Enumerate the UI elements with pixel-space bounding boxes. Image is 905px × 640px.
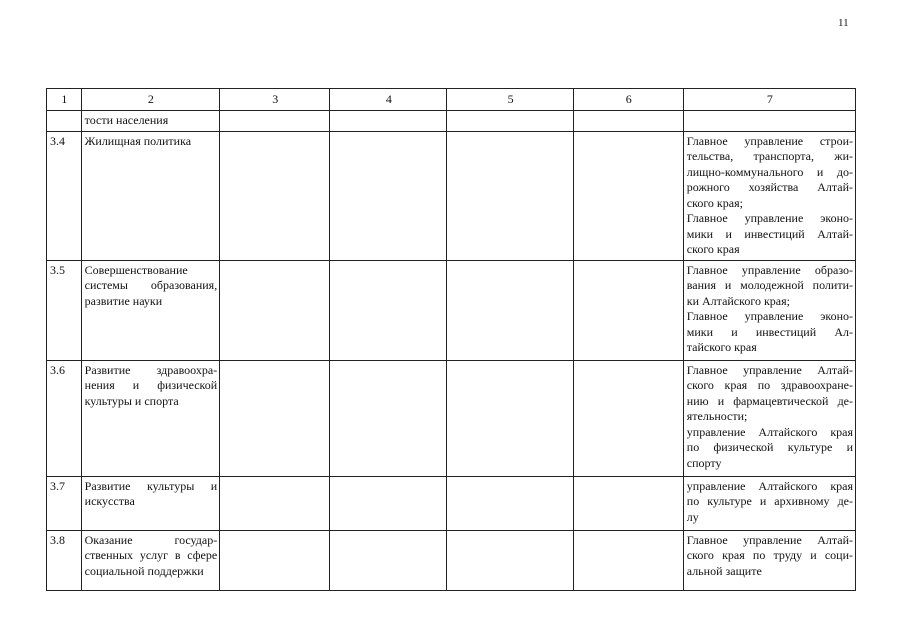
row-responsible-line: нию и фармацевтической де- — [686, 393, 853, 408]
row-number-cell: 3.5 — [47, 260, 82, 360]
row-responsible-cell — [683, 476, 855, 530]
empty-cell-col-4 — [330, 131, 447, 260]
row-responsible-line: управление Алтайского края — [686, 424, 853, 439]
header-cell-5: 5 — [447, 89, 573, 111]
row-responsible-line: по культуре и архивному де- — [686, 494, 853, 508]
row-name-line: Развитие культуры и — [84, 478, 218, 493]
row-responsible-line: управление Алтайского края — [686, 478, 853, 493]
empty-cell-col-5 — [447, 476, 573, 530]
empty-cell-col-5 — [447, 530, 573, 590]
row-responsible-line: рожного хозяйства Алтай- — [686, 180, 853, 194]
empty-cell-col-6 — [573, 111, 683, 132]
row-name-cell — [81, 260, 220, 360]
table-row — [47, 260, 856, 360]
empty-cell-col-3 — [220, 530, 330, 590]
row-name-cell — [81, 530, 220, 590]
row-responsible-line: Главное управление эконо- — [686, 309, 853, 323]
empty-cell-col-3 — [220, 360, 330, 476]
empty-cell-col-5 — [447, 111, 573, 132]
row-responsible-cell — [683, 360, 855, 476]
empty-cell-col-6 — [573, 131, 683, 260]
empty-cell-col-4 — [330, 111, 447, 132]
row-name-line: системы образования, — [84, 278, 218, 292]
row-name-line: социальной поддержки — [84, 563, 204, 578]
row-name-line: Жилищная политика — [84, 133, 192, 148]
empty-cell-col-3 — [220, 260, 330, 360]
row-name-line: тости населения — [84, 113, 169, 127]
row-responsible-line: ского края — [686, 242, 740, 256]
row-name-cell — [81, 131, 220, 260]
empty-cell-col-4 — [330, 260, 447, 360]
empty-cell-col-6 — [573, 476, 683, 530]
row-responsible-line: Главное управление Алтай- — [686, 532, 853, 547]
row-number-cell: 3.6 — [47, 360, 82, 476]
table-row — [47, 131, 856, 260]
table-row — [47, 360, 856, 476]
empty-cell-col-4 — [330, 530, 447, 590]
row-responsible-cell — [683, 530, 855, 590]
header-cell-7: 7 — [683, 89, 855, 111]
row-name-line: ственных услуг в сфере — [84, 548, 218, 562]
row-responsible-line: Главное управление Алтай- — [686, 362, 853, 377]
empty-cell-col-6 — [573, 530, 683, 590]
row-responsible-line: тельства, транспорта, жи- — [686, 149, 853, 163]
row-responsible-line: ского края; — [686, 195, 743, 210]
row-responsible-line: Главное управление эконо- — [686, 211, 853, 225]
row-name-line: Оказание государ- — [84, 532, 218, 547]
row-number-cell: 3.7 — [47, 476, 82, 530]
row-number-cell — [47, 111, 82, 132]
empty-cell-col-4 — [330, 476, 447, 530]
row-name-line: искусства — [84, 494, 135, 508]
row-responsible-line: лу — [686, 509, 699, 524]
header-cell-4: 4 — [330, 89, 447, 111]
header-cell-3: 3 — [220, 89, 330, 111]
row-responsible-cell — [683, 131, 855, 260]
row-responsible-line: вания и молодежной полити- — [686, 278, 853, 292]
row-responsible-line: мики и инвестиций Ал- — [686, 324, 853, 339]
row-name-line: нения и физической — [84, 378, 218, 392]
row-responsible-line: Главное управление строи- — [686, 133, 853, 148]
row-responsible-line: по физической культуре и — [686, 440, 853, 454]
row-name-line: Совершенствование — [84, 262, 188, 277]
row-responsible-cell — [683, 260, 855, 360]
row-responsible-cell — [683, 111, 855, 132]
header-cell-2: 2 — [81, 89, 220, 111]
row-name-cell — [81, 111, 220, 132]
empty-cell-col-4 — [330, 360, 447, 476]
table-header-row — [47, 89, 856, 111]
row-responsible-line: тайского края — [686, 340, 757, 354]
row-name-line: развитие науки — [84, 293, 163, 308]
empty-cell-col-5 — [447, 131, 573, 260]
empty-cell-col-3 — [220, 476, 330, 530]
row-responsible-line: лищно-коммунального и до- — [686, 164, 853, 179]
empty-cell-col-5 — [447, 260, 573, 360]
table-row — [47, 476, 856, 530]
row-number-cell: 3.4 — [47, 131, 82, 260]
row-name-line: Развитие здравоохра- — [84, 362, 218, 377]
row-responsible-line: спорту — [686, 455, 722, 470]
page-number: 11 — [838, 17, 849, 29]
row-responsible-line: альной защите — [686, 563, 762, 578]
header-cell-6: 6 — [573, 89, 683, 111]
row-number-cell: 3.8 — [47, 530, 82, 590]
row-name-cell — [81, 360, 220, 476]
header-cell-1: 1 — [47, 89, 82, 111]
empty-cell-col-5 — [447, 360, 573, 476]
row-responsible-line: ского края по труду и соци- — [686, 548, 853, 562]
row-responsible-line: мики и инвестиций Алтай- — [686, 226, 853, 241]
table-row — [47, 530, 856, 590]
row-responsible-line: ского края по здравоохране- — [686, 378, 853, 392]
row-responsible-line: Главное управление образо- — [686, 262, 853, 277]
table-row — [47, 111, 856, 132]
empty-cell-col-3 — [220, 131, 330, 260]
row-name-line: культуры и спорта — [84, 393, 179, 408]
empty-cell-col-6 — [573, 260, 683, 360]
empty-cell-col-6 — [573, 360, 683, 476]
row-responsible-line: ятельности; — [686, 409, 748, 423]
row-name-cell — [81, 476, 220, 530]
row-responsible-line: ки Алтайского края; — [686, 293, 790, 308]
empty-cell-col-3 — [220, 111, 330, 132]
program-table — [46, 88, 856, 591]
